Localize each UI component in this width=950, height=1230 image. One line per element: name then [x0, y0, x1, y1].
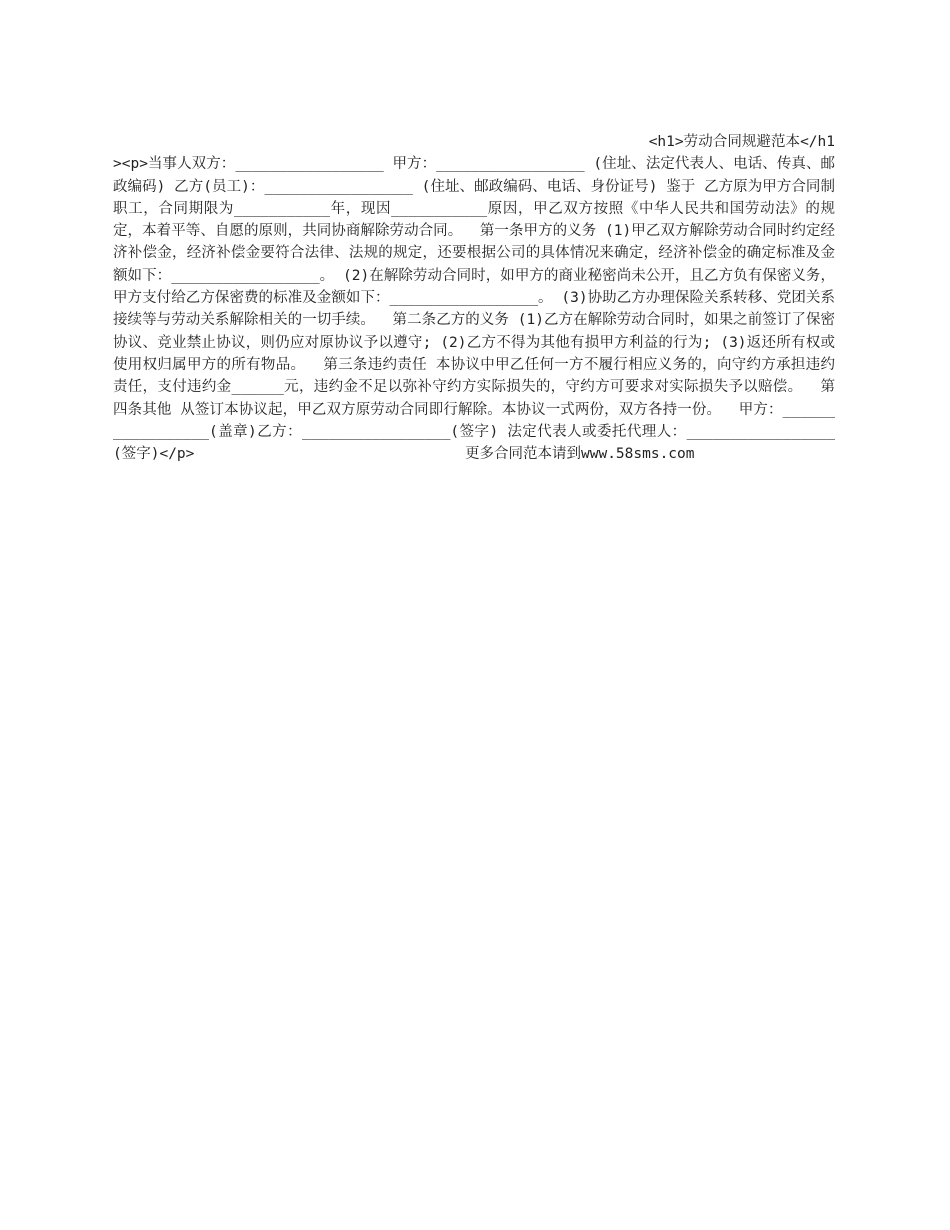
- footer-link-text: 更多合同范本请到www.58sms.com: [194, 446, 695, 463]
- contract-body-text: <h1>劳动合同规避范本</h1><p>当事人双方：_________________ 甲方：_________________ (住址、法定代表人、电话、传真、邮政编码) 乙方(员工)：_________________ (住址、邮政编码、电话、身份证号) 鉴于 乙方原为甲方合同制职工，合同期限为___________年，现因___________原因，甲乙双方按照《中华人民共和国劳动法》的规定，本着平等、自愿的原则，共同协商解除劳动合同。 第一条甲方的义务 (1)甲乙双方解除劳动合同时约定经济补偿金，经济补偿金要符合法律、法规的规定，还要根据公司的具体情况来确定，经济补偿金的确定标准及金额如下：_________________。 (2)在解除劳动合同时，如甲方的商业秘密尚未公开，且乙方负有保密义务，甲方支付给乙方保密费的标准及金额如下：_________________。 (3)协助乙方办理保险关系转移、党团关系接续等与劳动关系解除相关的一切手续。 第二条乙方的义务 (1)乙方在解除劳动合同时，如果之前签订了保密协议、竞业禁止协议，则仍应对原协议予以遵守; (2)乙方不得为其他有损甲方利益的行为; (3)返还所有权或使用权归属甲方的所有物品。 第三条违约责任 本协议中甲乙任何一方不履行相应义务的，向守约方承担违约责任，支付违约金______元，违约金不足以弥补守约方实际损失的，守约方可要求对实际损失予以赔偿。 第四条其他 从签订本协议起，甲乙双方原劳动合同即行解除。本协议一式两份，双方各持一份。 甲方：_________________(盖章)乙方：_________________(签字) 法定代表人或委托代理人：_________________(签字)</p>: [113, 134, 835, 463]
- contract-document: [113, 131, 835, 465]
